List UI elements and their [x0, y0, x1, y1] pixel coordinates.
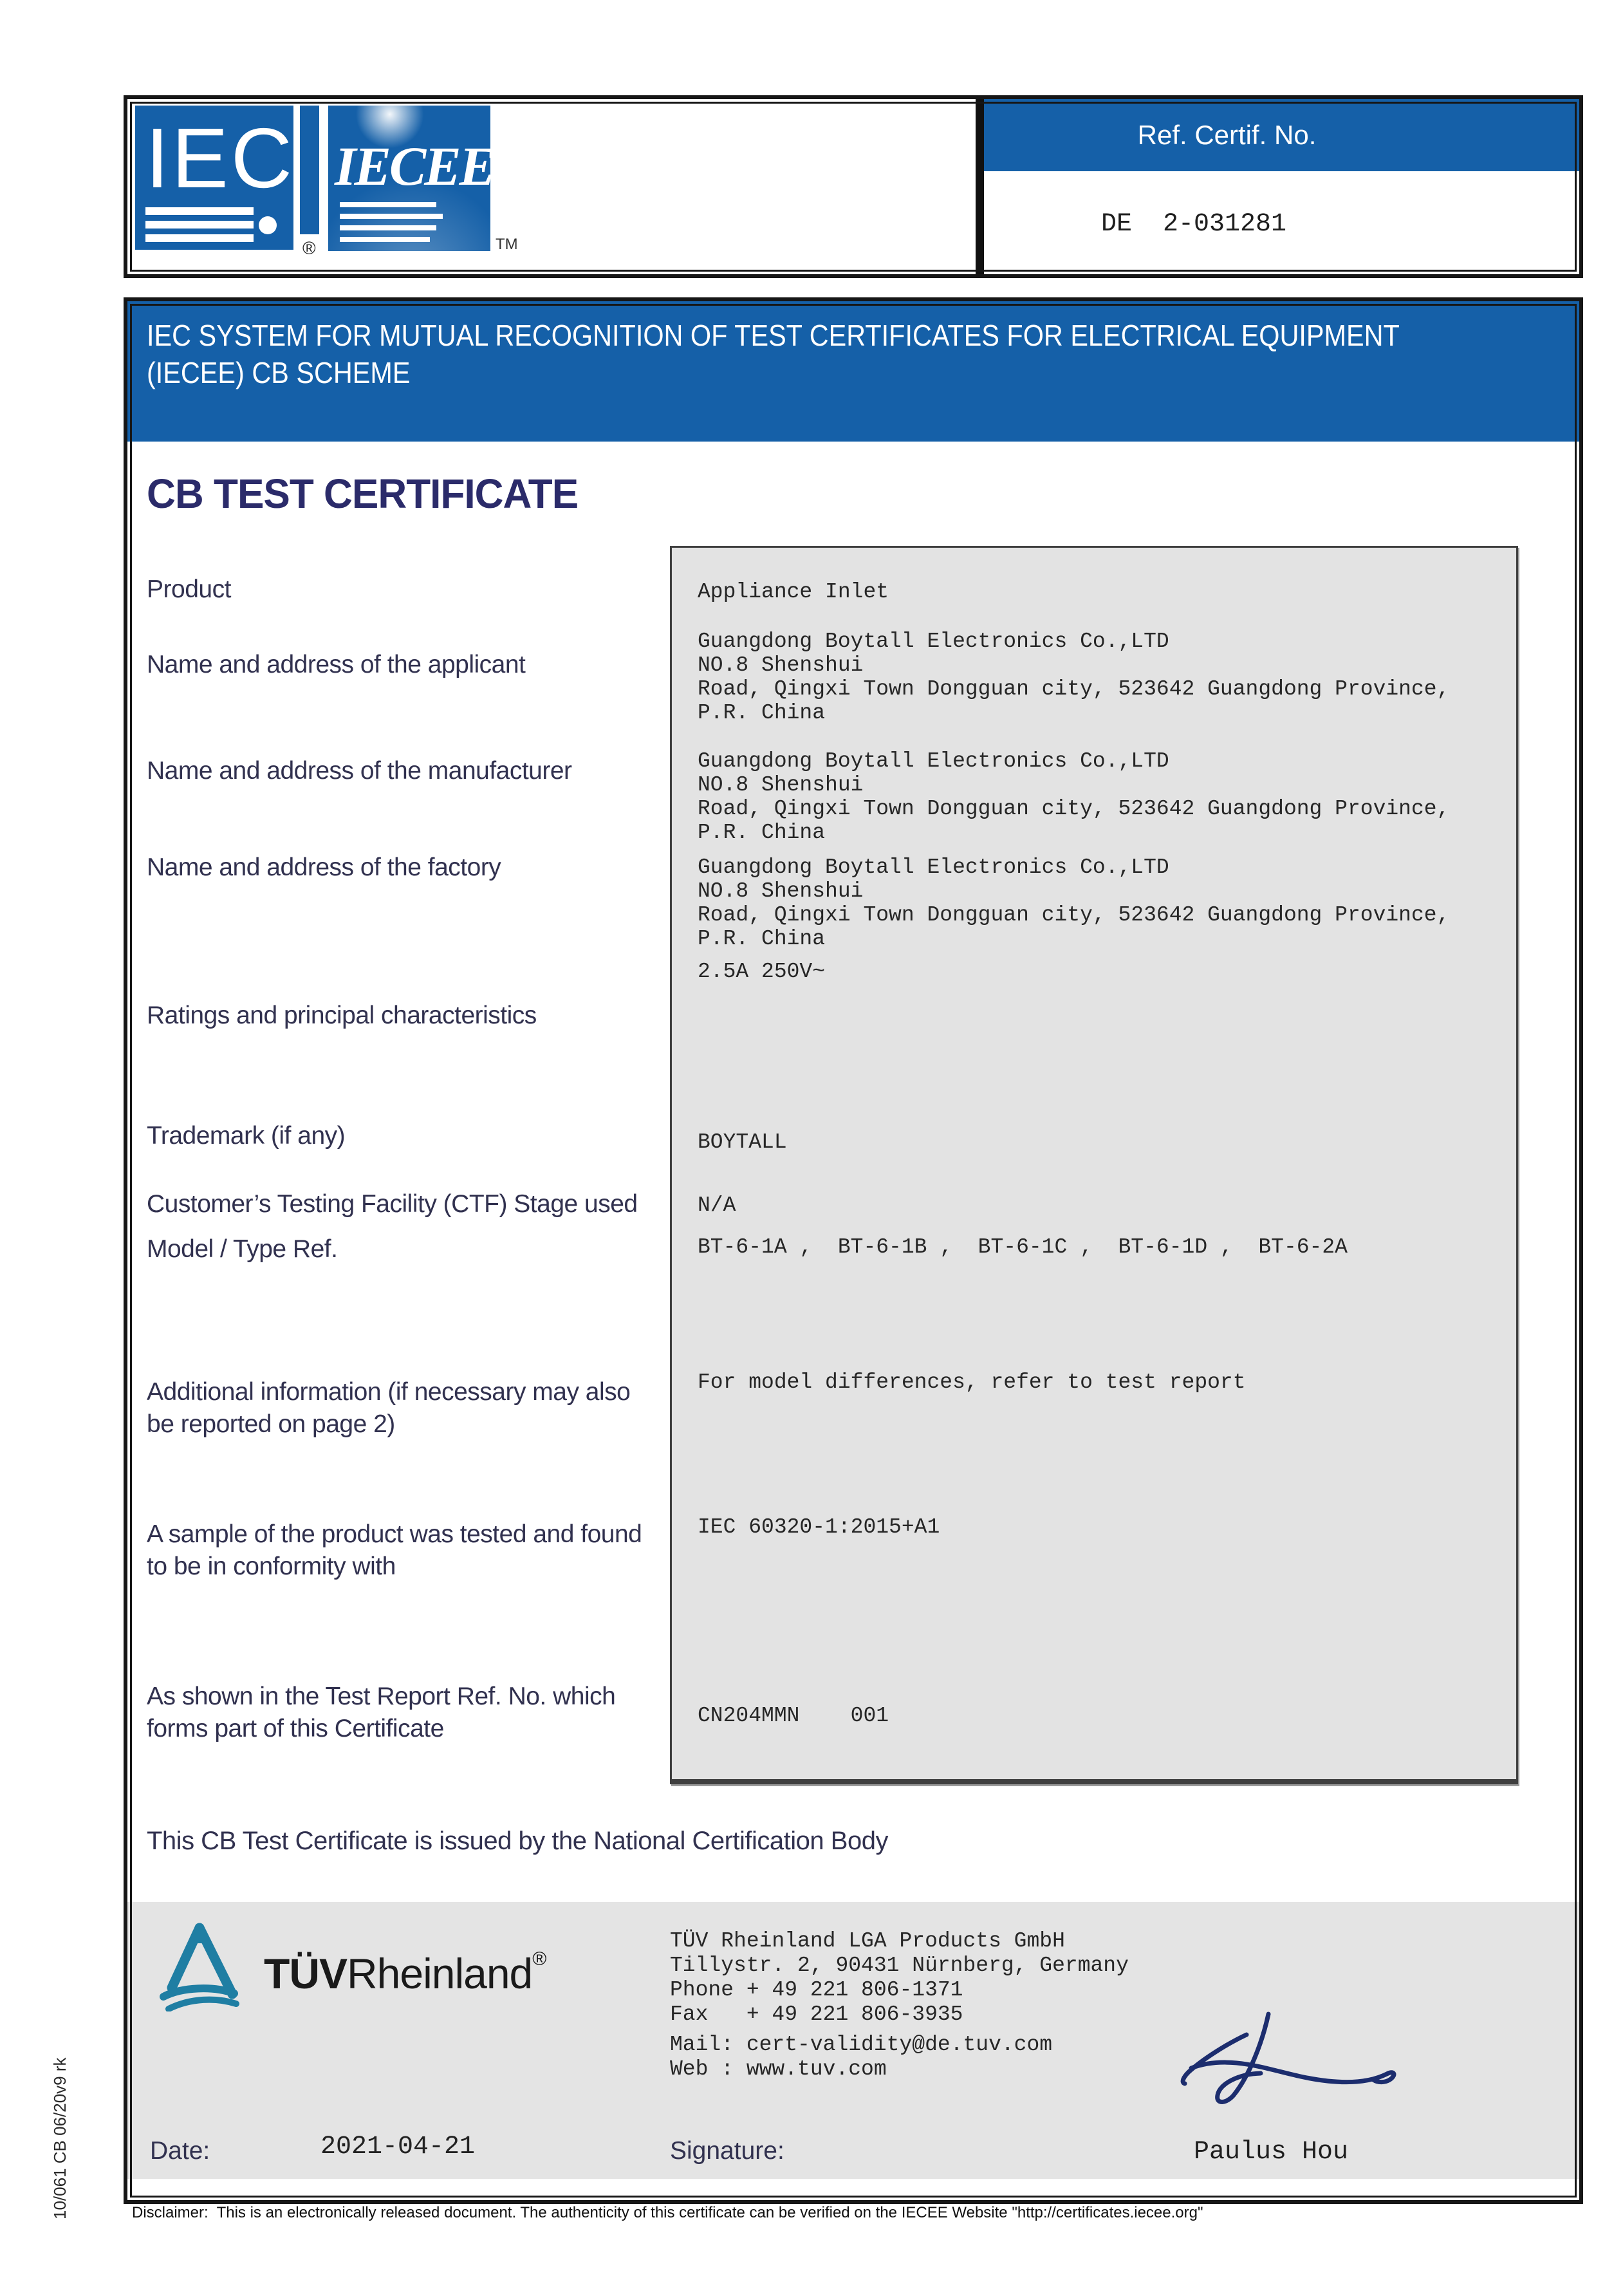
- iecee-bar: [340, 202, 436, 207]
- field-value-model: BT-6-1A , BT-6-1B , BT-6-1C , BT-6-1D , BT-6-2A: [698, 1235, 1348, 1259]
- field-value-report: CN204MMN 001: [698, 1704, 889, 1728]
- signatory-name: Paulus Hou: [1194, 2138, 1349, 2167]
- field-label-additional: Additional information (if necessary may also be reported on page 2): [147, 1378, 631, 1438]
- ncb-contact: TÜV Rheinland LGA Products GmbH Tillystr. 2, 90431 Nürnberg, Germany Phone + 49 221 806-1371 Fax + 49 221 806-3935 Mail: cert-validity@de.tuv.com Web : www.tuv.com: [670, 1929, 1129, 2081]
- iec-logo-text: IEC: [145, 111, 295, 205]
- field-label-factory: Name and address of the factory: [147, 854, 501, 881]
- field-value-factory: Guangdong Boytall Electronics Co.,LTD NO.8 Shenshui Road, Qingxi Town Dongguan city, 523642 Guangdong Province, P.R. China: [698, 855, 1450, 951]
- iec-bar: [145, 234, 254, 242]
- certificate-title: CB TEST CERTIFICATE: [147, 471, 579, 517]
- iec-logo: [135, 106, 293, 250]
- field-label-conformity: A sample of the product was tested and found to be in conformity with: [147, 1520, 642, 1580]
- header-box: [124, 95, 1583, 278]
- scheme-banner-line2: (IECEE) CB SCHEME: [147, 356, 411, 389]
- field-label-trademark: Trademark (if any): [147, 1122, 346, 1150]
- field-value-trademark: BOYTALL: [698, 1130, 787, 1154]
- field-value-product: Appliance Inlet: [698, 580, 889, 604]
- field-value-manufacturer: Guangdong Boytall Electronics Co.,LTD NO.8 Shenshui Road, Qingxi Town Dongguan city, 523642 Guangdong Province, P.R. China: [698, 749, 1450, 845]
- field-label-report: As shown in the Test Report Ref. No. which forms part of this Certificate: [147, 1683, 616, 1742]
- tuv-logo-bold: TÜV: [264, 1950, 347, 1997]
- signature-label: Signature:: [670, 2137, 784, 2165]
- iecee-bar: [340, 225, 436, 230]
- signature-graphic: [1151, 2010, 1409, 2113]
- tuv-logo-light: Rheinland: [347, 1950, 533, 1997]
- field-value-additional: For model differences, refer to test report: [698, 1370, 1246, 1394]
- iecee-bar: [340, 214, 443, 219]
- iecee-logo-text: IECEE: [335, 135, 494, 197]
- field-value-conformity: IEC 60320-1:2015+A1: [698, 1515, 940, 1539]
- field-label-ctf: Customer’s Testing Facility (CTF) Stage used: [147, 1190, 638, 1218]
- values-panel: [670, 546, 1518, 1784]
- iec-dot: [259, 216, 277, 234]
- scheme-banner-line1: IEC SYSTEM FOR MUTUAL RECOGNITION OF TEST CERTIFICATES FOR ELECTRICAL EQUIPMENT: [147, 319, 1400, 352]
- date-label: Date:: [150, 2137, 210, 2165]
- scheme-banner: [127, 301, 1579, 442]
- registered-mark: ®: [302, 238, 316, 258]
- iec-logo-bars-icon: [145, 207, 281, 245]
- field-label-applicant: Name and address of the applicant: [147, 651, 526, 678]
- ncb-footer: [127, 1902, 1579, 2179]
- ref-certif-header: [984, 99, 1579, 171]
- ref-certif-value: DE 2-031281: [1101, 210, 1287, 239]
- iec-bar: [145, 221, 254, 229]
- field-value-applicant: Guangdong Boytall Electronics Co.,LTD NO.8 Shenshui Road, Qingxi Town Dongguan city, 523642 Guangdong Province, P.R. China: [698, 630, 1450, 725]
- field-value-ratings: 2.5A 250V~: [698, 960, 826, 984]
- disclaimer: Disclaimer: This is an electronically released document. The authenticity of this certificate can be verified on the IECEE Website "http://certificates.iecee.org": [132, 2204, 1203, 2221]
- tuv-triangle-icon: [154, 1921, 245, 2011]
- iec-bar: [145, 207, 254, 215]
- iecee-logo: [328, 106, 494, 251]
- trademark-mark: TM: [496, 236, 518, 253]
- tuv-registered-mark: ®: [532, 1948, 547, 1970]
- header-divider: [976, 99, 984, 274]
- date-value: 2021-04-21: [320, 2133, 476, 2161]
- main-box: [124, 297, 1583, 2204]
- iecee-bar: [340, 237, 430, 242]
- field-label-model: Model / Type Ref.: [147, 1235, 338, 1263]
- field-value-ctf: N/A: [698, 1193, 736, 1217]
- field-label-manufacturer: Name and address of the manufacturer: [147, 757, 572, 785]
- tuv-logo-wordmark: [264, 1948, 546, 1998]
- ref-certif-label: Ref. Certif. No.: [1137, 120, 1317, 150]
- side-note: 10/061 CB 06/20v9 rk: [50, 2057, 70, 2219]
- field-label-ratings: Ratings and principal characteristics: [147, 1002, 537, 1029]
- issued-statement: This CB Test Certificate is issued by the National Certification Body: [147, 1827, 888, 1855]
- iec-logo-stripe: [300, 106, 319, 234]
- field-label-product: Product: [147, 575, 231, 603]
